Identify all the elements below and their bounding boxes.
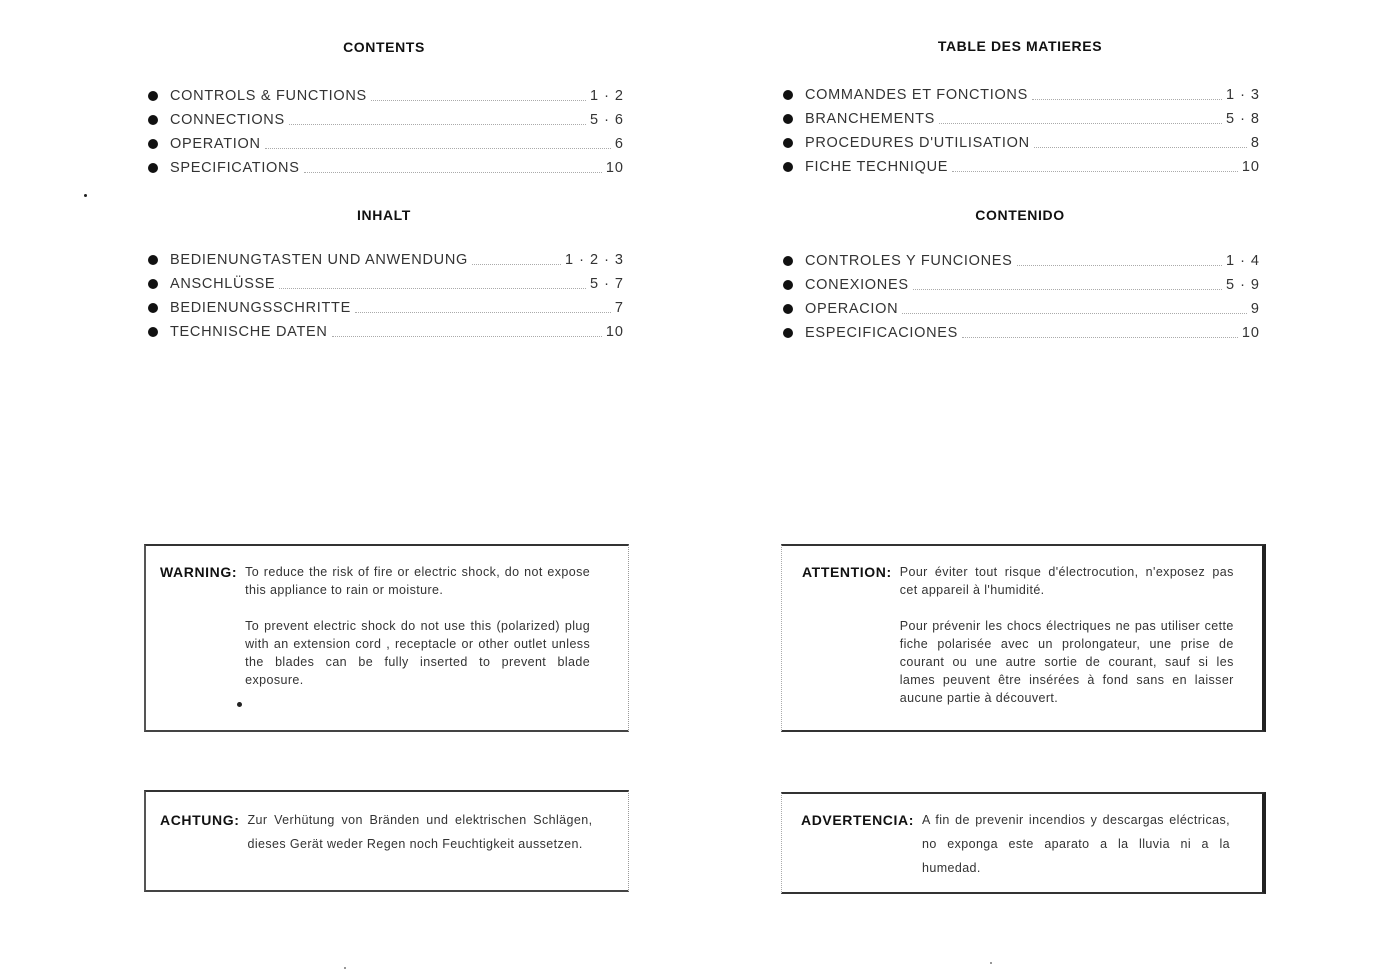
warning-paragraph-1: To reduce the risk of fire or electric shock, do not expose this appliance to rain or moisture.: [245, 565, 591, 597]
table-des-matieres-heading: TABLE DES MATIERES: [937, 38, 1103, 54]
toc-item-especificaciones: ESPECIFICACIONES 10: [805, 321, 1260, 345]
bullet-icon: [148, 327, 158, 337]
warning-label: WARNING:: [160, 564, 238, 580]
ink-dot: [237, 702, 242, 707]
toc-item-branchements: BRANCHEMENTS 5 · 8: [805, 107, 1260, 131]
toc-item-technische-daten: TECHNISCHE DATEN 10: [170, 320, 624, 344]
achtung-paragraph: Zur Verhütung von Bränden und elektrischen Schlägen, dieses Gerät weder Regen noch Feuchtigkeit aussetzen.: [247, 813, 593, 851]
toc-item-operacion: OPERACION 9: [805, 297, 1260, 321]
bullet-icon: [148, 139, 158, 149]
contenido-list: [805, 249, 1260, 345]
bullet-icon: [148, 303, 158, 313]
bullet-icon: [783, 162, 793, 172]
attention-paragraph-1: Pour éviter tout risque d'électrocution, n'exposez pas cet appareil à l'humidité.: [899, 565, 1234, 597]
bullet-icon: [148, 91, 158, 101]
toc-item-connections: CONNECTIONS 5 · 6: [170, 108, 624, 132]
toc-item-conexiones: CONEXIONES 5 · 9: [805, 273, 1260, 297]
advertencia-notice: [801, 808, 1243, 880]
warning-paragraph-2: To prevent electric shock do not use this (polarized) plug with an extension cord , receptacle or other outlet unless the blades can be fully inserted to prevent blade exposure.: [245, 619, 591, 687]
attention-paragraph-2: Pour prévenir les chocs électriques ne pas utiliser cette fiche polarisée avec un prolongateur, une prise de courant ou une autre sortie de courant, sauf si les lames peuvent être insérées à fond sans en laisser aucune partie à découvert.: [899, 619, 1234, 705]
speck: [84, 194, 87, 197]
bullet-icon: [783, 328, 793, 338]
toc-item-controls: CONTROLS & FUNCTIONS 1 · 2: [170, 84, 624, 108]
inhalt-heading: INHALT: [357, 207, 411, 223]
speck: [344, 967, 346, 969]
speck: [990, 962, 992, 964]
toc-item-controles: CONTROLES Y FUNCIONES 1 · 4: [805, 249, 1260, 273]
advertencia-label: ADVERTENCIA:: [801, 812, 914, 828]
bullet-icon: [148, 255, 158, 265]
contents-heading: CONTENTS: [343, 39, 425, 55]
attention-notice: [802, 563, 1244, 707]
toc-item-fiche-technique: FICHE TECHNIQUE 10: [805, 155, 1260, 179]
bullet-icon: [783, 304, 793, 314]
bullet-icon: [783, 256, 793, 266]
toc-item-specifications: SPECIFICATIONS 10: [170, 156, 624, 180]
bullet-icon: [783, 138, 793, 148]
contenido-heading: CONTENIDO: [975, 207, 1065, 223]
bullet-icon: [783, 280, 793, 290]
bullet-icon: [148, 115, 158, 125]
table-des-matieres-list: [805, 83, 1260, 179]
toc-item-commandes: COMMANDES ET FONCTIONS 1 · 3: [805, 83, 1260, 107]
bullet-icon: [148, 279, 158, 289]
achtung-label: ACHTUNG:: [160, 812, 240, 828]
toc-item-bedienungtasten: BEDIENUNGTASTEN UND ANWENDUNG 1 · 2 · 3: [170, 248, 624, 272]
toc-item-bedienungsschritte: BEDIENUNGSSCHRITTE 7: [170, 296, 624, 320]
toc-item-anschlusse: ANSCHLÜSSE 5 · 7: [170, 272, 624, 296]
bullet-icon: [783, 90, 793, 100]
attention-label: ATTENTION:: [802, 564, 892, 580]
bullet-icon: [148, 163, 158, 173]
toc-item-operation: OPERATION 6: [170, 132, 624, 156]
contents-list: [170, 84, 624, 180]
achtung-notice: [160, 808, 602, 856]
warning-notice: [160, 563, 602, 689]
inhalt-list: [170, 248, 624, 344]
advertencia-paragraph: A fin de prevenir incendios y descargas eléctricas, no exponga este aparato a la lluvia ni a la humedad.: [921, 813, 1230, 875]
toc-item-procedures: PROCEDURES D'UTILISATION 8: [805, 131, 1260, 155]
bullet-icon: [783, 114, 793, 124]
